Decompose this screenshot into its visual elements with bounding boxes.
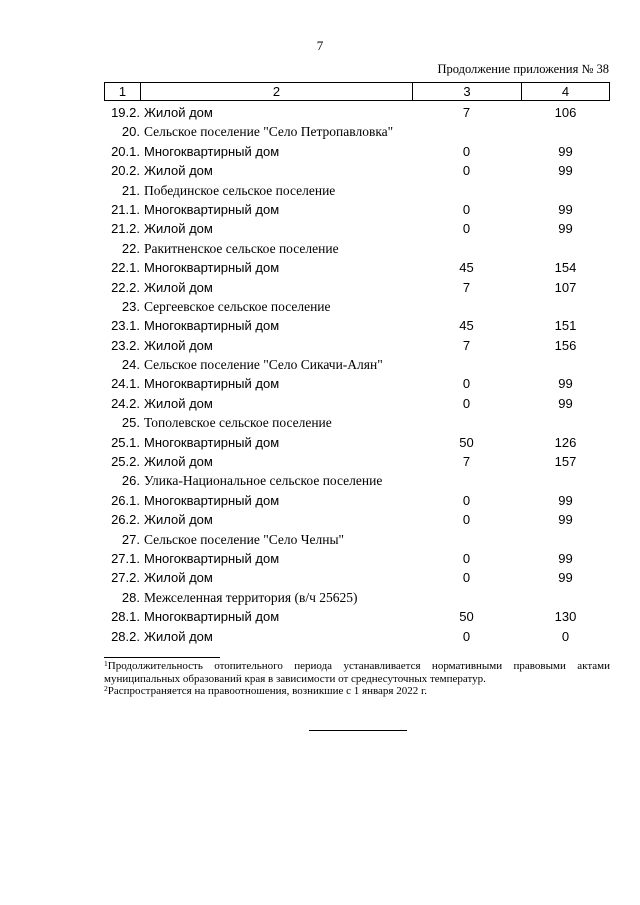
row-number: 25.	[121, 415, 140, 431]
row-number: 26.2.	[111, 512, 140, 528]
column-3-value: 0	[462, 143, 471, 159]
row-label: Многоквартирный дом	[144, 376, 280, 392]
row-number: 24.1.	[111, 376, 140, 392]
table-row	[104, 220, 610, 239]
section-row	[104, 240, 610, 259]
column-3-value: 0	[462, 201, 471, 217]
row-number: 20.2.	[111, 163, 140, 179]
row-number: 28.2.	[111, 628, 140, 644]
row-label: Тополевское сельское поселение	[144, 415, 332, 431]
row-label: Многоквартирный дом	[144, 434, 280, 450]
footnotes	[104, 660, 610, 698]
row-label: Побединское сельское поселение	[144, 182, 336, 198]
section-row	[104, 298, 610, 317]
section-row	[104, 472, 610, 491]
row-label: Жилой дом	[144, 570, 213, 586]
column-3-value: 0	[462, 395, 471, 411]
row-label: Жилой дом	[144, 221, 213, 237]
row-number: 19.2.	[111, 105, 140, 120]
column-4-value: 0	[561, 628, 570, 644]
row-number: 22.2.	[111, 279, 140, 295]
column-3-value: 45	[459, 318, 474, 334]
column-3-value: 0	[462, 512, 471, 528]
column-3-value: 7	[462, 454, 471, 470]
row-number: 25.1.	[111, 434, 140, 450]
row-number: 28.	[121, 589, 140, 605]
row-label: Многоквартирный дом	[144, 260, 280, 276]
table-row	[104, 162, 610, 181]
table-row	[104, 201, 610, 220]
row-number: 20.	[121, 124, 140, 140]
section-row	[104, 356, 610, 375]
column-3-value: 45	[459, 260, 474, 276]
row-number: 28.1.	[111, 609, 140, 625]
table-row	[104, 279, 610, 298]
row-label: Жилой дом	[144, 105, 213, 120]
column-4-value: 107	[554, 279, 577, 295]
column-3-value: 0	[462, 492, 471, 508]
table-header	[104, 82, 610, 101]
column-3-value: 7	[462, 105, 471, 120]
row-label: Сельское поселение "Село Челны"	[144, 531, 345, 547]
row-label: Жилой дом	[144, 163, 213, 179]
column-4-value: 99	[558, 570, 573, 586]
column-3-value: 7	[462, 337, 471, 353]
column-header-3: 3	[413, 83, 522, 100]
table-row	[104, 143, 610, 162]
column-4-value: 154	[554, 260, 577, 276]
row-label: Ракитненское сельское поселение	[144, 240, 339, 256]
row-number: 24.2.	[111, 395, 140, 411]
section-row	[104, 182, 610, 201]
row-number: 22.	[121, 240, 140, 256]
footnote-1	[104, 660, 610, 685]
footnote-text: Распространяется на правоотношения, возникшие с 1 января 2022 г.	[107, 685, 428, 697]
continuation-caption: Продолжение приложения № 38	[437, 62, 609, 76]
column-3-value: 0	[462, 221, 471, 237]
table-row	[104, 259, 610, 278]
column-3-value: 0	[462, 570, 471, 586]
column-4-value: 99	[558, 376, 573, 392]
footnote-2	[104, 685, 610, 698]
table-row	[104, 317, 610, 336]
row-number: 21.	[121, 182, 140, 198]
row-label: Жилой дом	[144, 395, 213, 411]
column-3-value: 0	[462, 376, 471, 392]
table-row	[104, 569, 610, 588]
row-number: 21.2.	[111, 221, 140, 237]
table-row	[104, 453, 610, 472]
column-3-value: 0	[462, 163, 471, 179]
section-row	[104, 589, 610, 608]
row-number: 23.1.	[111, 318, 140, 334]
column-4-value: 106	[554, 105, 577, 120]
column-4-value: 151	[554, 318, 577, 334]
column-4-value: 99	[558, 550, 573, 566]
row-label: Жилой дом	[144, 454, 213, 470]
row-number: 27.1.	[111, 550, 140, 566]
row-number: 24.	[121, 357, 140, 373]
table-row	[104, 608, 610, 627]
row-label: Жилой дом	[144, 512, 213, 528]
column-header-4: 4	[561, 84, 570, 99]
footnote-mark: 2	[104, 684, 108, 693]
row-label: Улика-Национальное сельское поселение	[144, 473, 383, 489]
row-label: Жилой дом	[144, 628, 213, 644]
column-4-value: 99	[558, 512, 573, 528]
column-4-value: 99	[558, 221, 573, 237]
row-label: Сельское поселение "Село Петропавловка"	[144, 124, 394, 140]
column-4-value: 99	[558, 163, 573, 179]
row-label: Многоквартирный дом	[144, 492, 280, 508]
column-4-value: 99	[558, 143, 573, 159]
row-number: 26.1.	[111, 492, 140, 508]
row-number: 23.2.	[111, 337, 140, 353]
row-number: 25.2.	[111, 454, 140, 470]
row-number: 21.1.	[111, 201, 140, 217]
column-4-value: 156	[554, 337, 577, 353]
row-number: 26.	[121, 473, 140, 489]
column-3-value: 50	[459, 609, 474, 625]
row-number: 20.1.	[111, 143, 140, 159]
row-number: 27.2.	[111, 570, 140, 586]
row-label: Многоквартирный дом	[144, 609, 280, 625]
table-row	[104, 550, 610, 569]
row-label: Сергеевское сельское поселение	[144, 298, 331, 314]
footnote-text: Продолжительность отопительного периода устанавливается нормативными правовыми актами муниципальных образований края в зависимости от среднесуточных температур.	[104, 660, 610, 685]
section-row	[104, 414, 610, 433]
column-3-value: 0	[462, 550, 471, 566]
footnote-rule	[104, 657, 220, 658]
table-row	[104, 375, 610, 394]
table-row	[104, 395, 610, 414]
table-body	[104, 104, 610, 647]
table-row	[104, 104, 610, 123]
column-4-value: 99	[558, 201, 573, 217]
row-label: Сельское поселение "Село Сикачи-Алян"	[144, 357, 383, 373]
section-row	[104, 123, 610, 142]
column-4-value: 99	[558, 492, 573, 508]
column-3-value: 50	[459, 434, 474, 450]
row-label: Многоквартирный дом	[144, 143, 280, 159]
table-row	[104, 492, 610, 511]
footnote-mark: 1	[104, 659, 108, 668]
row-label: Многоквартирный дом	[144, 201, 280, 217]
column-header-2: 2	[141, 83, 413, 100]
column-header-1: 1	[105, 83, 141, 100]
row-number: 22.1.	[111, 260, 140, 276]
column-3-value: 0	[462, 628, 471, 644]
column-4-value: 99	[558, 395, 573, 411]
row-label: Многоквартирный дом	[144, 318, 280, 334]
column-4-value: 157	[554, 454, 577, 470]
column-4-value: 126	[554, 434, 577, 450]
section-row	[104, 531, 610, 550]
row-label: Межселенная территория (в/ч 25625)	[144, 589, 358, 605]
table-row	[104, 511, 610, 530]
row-label: Жилой дом	[144, 337, 213, 353]
table-row	[104, 337, 610, 356]
page-number: 7	[316, 38, 324, 53]
column-3-value: 7	[462, 279, 471, 295]
row-number: 23.	[121, 298, 140, 314]
table-row	[104, 434, 610, 453]
row-number: 27.	[121, 531, 140, 547]
column-4-value: 130	[554, 609, 577, 625]
row-label: Жилой дом	[144, 279, 213, 295]
row-label: Многоквартирный дом	[144, 550, 280, 566]
table-row	[104, 628, 610, 647]
end-of-document-line	[309, 730, 407, 731]
